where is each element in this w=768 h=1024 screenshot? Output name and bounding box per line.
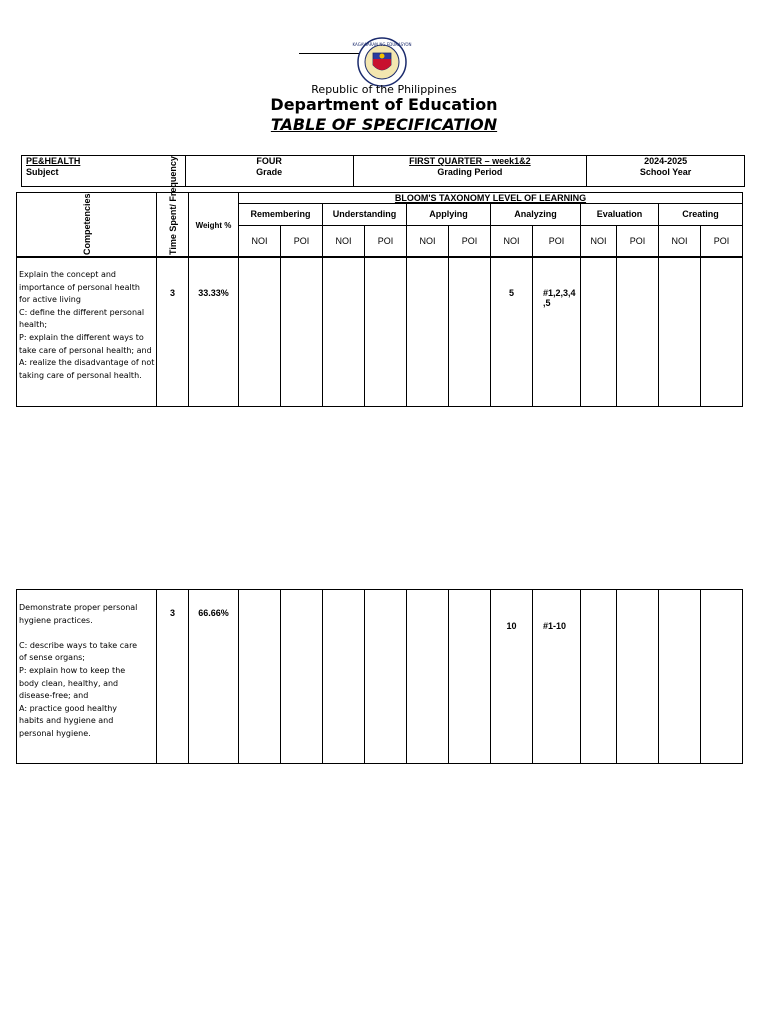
subject-label: Subject [22, 167, 186, 187]
weight-value: 33.33% [189, 257, 239, 407]
deped-seal-logo [352, 37, 412, 87]
remembering-noi-cell [239, 257, 281, 407]
poi-header: POI [449, 225, 491, 258]
applying-poi-cell [449, 257, 491, 407]
period-value: FIRST QUARTER – week1&2 [353, 156, 587, 168]
poi-header: POI [365, 225, 407, 258]
noi-header: NOI [323, 225, 365, 258]
noi-header: NOI [581, 225, 617, 258]
creating-poi-cell [701, 257, 743, 407]
department-title: Department of Education [270, 95, 498, 114]
poi-header: POI [281, 225, 323, 258]
analyzing-noi-value: 10 [491, 590, 533, 764]
time-spent-value: 3 [157, 590, 189, 764]
creating-noi-cell [659, 257, 701, 407]
time-spent-value: 3 [157, 257, 189, 407]
analyzing-noi-value: 5 [491, 257, 533, 407]
applying-poi-cell [449, 590, 491, 764]
competency-text: Demonstrate proper personal hygiene practices. C: describe ways to take care of sense organs; P: explain how to keep the body clean, healthy, and disease-free; and A: practice good healthy habits and hygiene and personal hygiene. [17, 590, 157, 764]
evaluation-noi-cell [581, 257, 617, 407]
noi-header: NOI [491, 225, 533, 258]
table-row [17, 257, 743, 407]
analyzing-poi-value: #1-10 [533, 590, 581, 764]
level-remembering: Remembering [239, 204, 323, 225]
evaluation-noi-cell [581, 590, 617, 764]
noi-header: NOI [659, 225, 701, 258]
poi-header: POI [701, 225, 743, 258]
svg-text:KAGAWARAN NG EDUKASYON: KAGAWARAN NG EDUKASYON [352, 42, 412, 47]
analyzing-poi-value: #1,2,3,4 ,5 [533, 257, 581, 407]
weight-header: Weight % [189, 193, 239, 258]
poi-header: POI [617, 225, 659, 258]
evaluation-poi-cell [617, 590, 659, 764]
subject-value: PE&HEALTH [22, 156, 186, 168]
evaluation-poi-cell [617, 257, 659, 407]
poi-header: POI [533, 225, 581, 258]
remembering-poi-cell [281, 590, 323, 764]
competency-text: Explain the concept and importance of personal health for active living C: define the different personal health; P: explain the different ways to take care of personal health; and A: realize the disadvantage of not taking care of personal health. [17, 257, 157, 407]
period-label: Grading Period [353, 167, 587, 187]
understanding-poi-cell [365, 257, 407, 407]
republic-line: Republic of the Philippines [311, 83, 457, 96]
time-spent-header: Time Spent/ Frequency [157, 193, 189, 258]
noi-header: NOI [407, 225, 449, 258]
remembering-noi-cell [239, 590, 281, 764]
understanding-poi-cell [365, 590, 407, 764]
grade-value: FOUR [185, 156, 353, 168]
creating-noi-cell [659, 590, 701, 764]
creating-poi-cell [701, 590, 743, 764]
competencies-header: Competencies [17, 193, 157, 258]
blooms-taxonomy-header: BLOOM'S TAXONOMY LEVEL OF LEARNING [239, 193, 743, 204]
remembering-poi-cell [281, 257, 323, 407]
weight-value: 66.66% [189, 590, 239, 764]
level-evaluation: Evaluation [581, 204, 659, 225]
applying-noi-cell [407, 590, 449, 764]
competency-row-table-2 [16, 589, 743, 764]
document-title: TABLE OF SPECIFICATION [270, 115, 498, 134]
level-applying: Applying [407, 204, 491, 225]
year-value: 2024-2025 [587, 156, 745, 168]
grade-label: Grade [185, 167, 353, 187]
table-row [17, 590, 743, 764]
info-table [21, 155, 745, 187]
understanding-noi-cell [323, 590, 365, 764]
seal-underline [299, 53, 359, 54]
competency-row-table-1 [16, 256, 743, 407]
level-analyzing: Analyzing [491, 204, 581, 225]
noi-header: NOI [239, 225, 281, 258]
level-understanding: Understanding [323, 204, 407, 225]
level-creating: Creating [659, 204, 743, 225]
year-label: School Year [587, 167, 745, 187]
understanding-noi-cell [323, 257, 365, 407]
applying-noi-cell [407, 257, 449, 407]
